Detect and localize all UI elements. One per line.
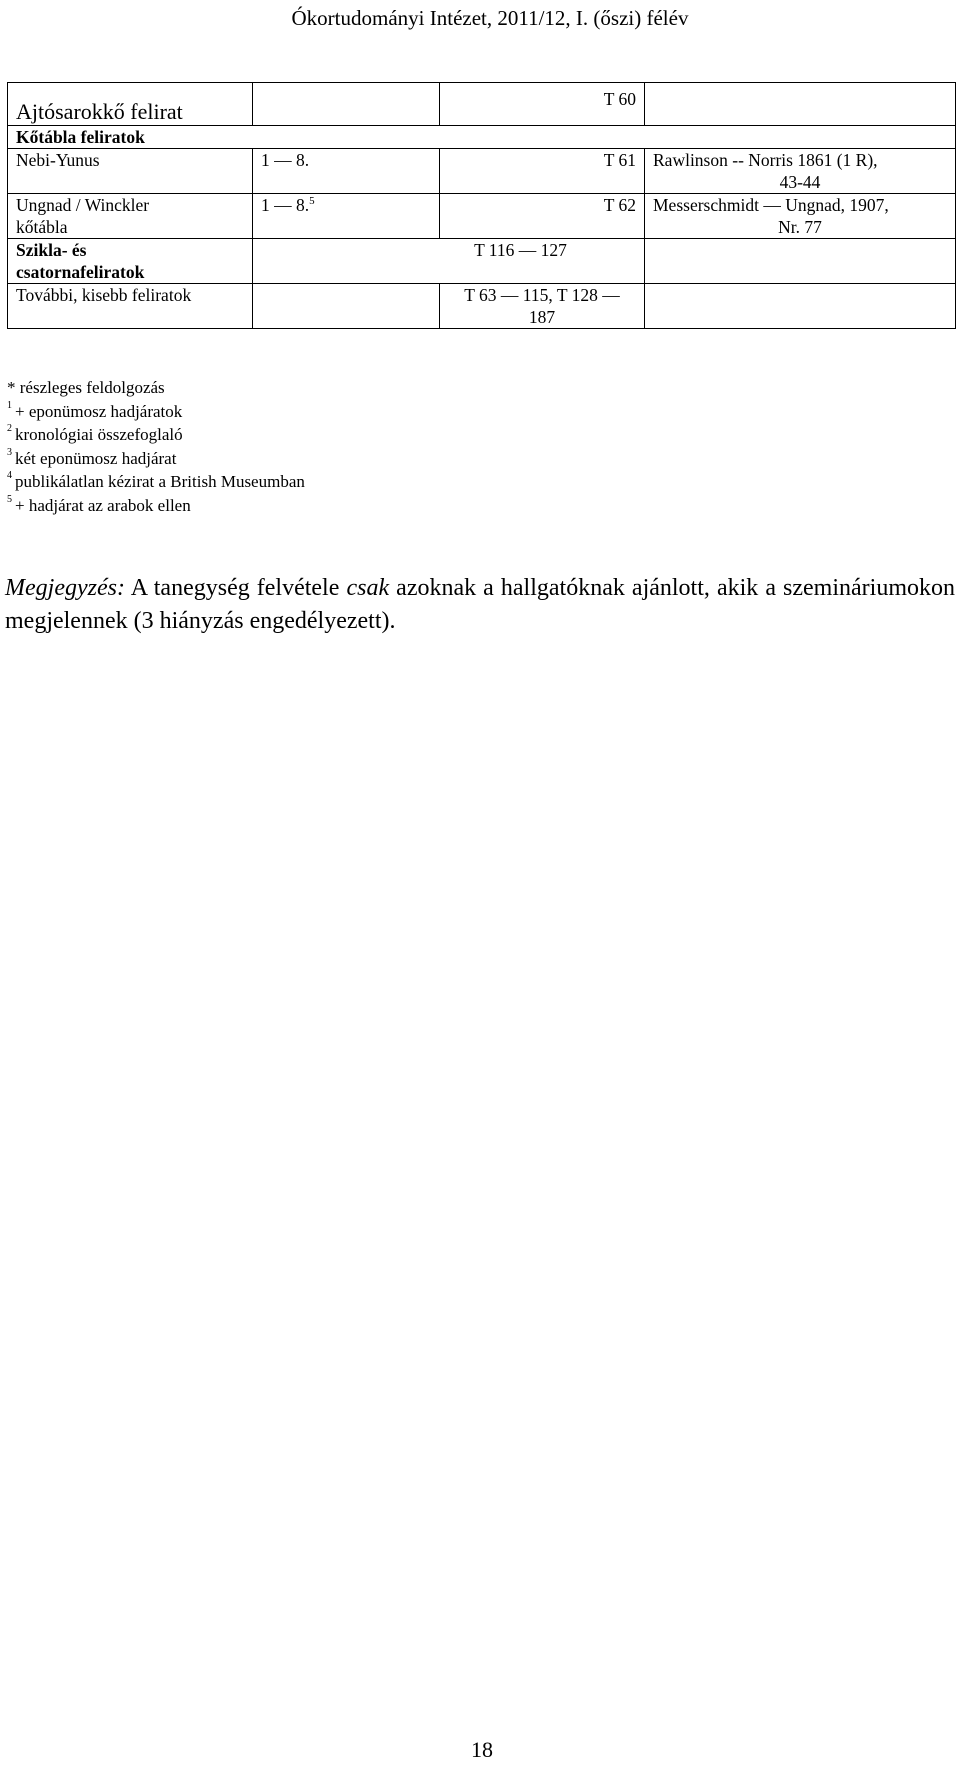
- table-cell: [645, 83, 956, 126]
- table-cell: 1 — 8.: [253, 149, 440, 194]
- table-cell: [253, 284, 440, 329]
- cell-line: Messerschmidt — Ungnad, 1907,: [653, 195, 889, 215]
- inscriptions-table: [7, 82, 956, 329]
- table-cell: További, kisebb feliratok: [8, 284, 253, 329]
- table-row: [8, 194, 956, 239]
- footnote-mark: 1: [7, 399, 12, 411]
- footnote: [7, 376, 305, 400]
- footnote-mark: 4: [7, 470, 12, 482]
- footnotes: [7, 376, 305, 517]
- table-cell: Kőtábla feliratok: [8, 126, 956, 149]
- page-header-title: Ókortudományi Intézet, 2011/12, I. (őszi) félév: [291, 6, 689, 30]
- table-cell: [645, 284, 956, 329]
- table-row: [8, 284, 956, 329]
- footnote-text: + eponümosz hadjáratok: [15, 401, 183, 421]
- page-number: [0, 1737, 960, 1763]
- footnote-text: kronológiai összefoglaló: [15, 425, 183, 444]
- cell-line: Szikla- és: [16, 240, 87, 260]
- page-number-text: 18: [471, 1737, 493, 1762]
- table-cell: [253, 83, 440, 126]
- table-cell: [8, 239, 253, 284]
- footnote: [7, 447, 305, 471]
- note-text: azoknak a hallgatóknak ajánlott, akik a szemináriumokon megjelennek (3 hiányzás engedélyezett).: [5, 575, 956, 634]
- table-cell: T 116 — 127: [253, 239, 645, 284]
- footnote-mark: 5: [7, 493, 12, 505]
- note-label: Megjegyzés:: [5, 575, 125, 601]
- table-cell: [645, 239, 956, 284]
- table-cell: T 61: [440, 149, 645, 194]
- footnote-text: részleges feldolgozás: [19, 378, 165, 397]
- table-row: [8, 126, 956, 149]
- footnote: [7, 470, 305, 494]
- table-row: [8, 83, 956, 126]
- footnote-text: publikálatlan kézirat a British Museumban: [15, 472, 305, 491]
- note-emphasis: csak: [346, 575, 390, 601]
- table-cell: Nebi-Yunus: [8, 149, 253, 194]
- cell-text: 1 — 8.: [261, 195, 310, 215]
- cell-line: Ungnad / Winckler: [16, 195, 150, 215]
- footnote-mark: *: [7, 378, 16, 397]
- table-row: [8, 149, 956, 194]
- table-cell: [8, 194, 253, 239]
- footnote-ref: 5: [309, 195, 315, 208]
- table-cell: T 62: [440, 194, 645, 239]
- footnote-text: + hadjárat az arabok ellen: [15, 495, 191, 515]
- footnote: [7, 423, 305, 447]
- cell-line: T 63 — 115, T 128 —: [464, 285, 620, 305]
- note-paragraph: [5, 572, 955, 638]
- cell-line: 187: [528, 307, 556, 327]
- page-header: [0, 6, 960, 30]
- footnote: [7, 400, 305, 424]
- table-cell: T 60: [440, 83, 645, 126]
- cell-line: Nr. 77: [778, 217, 822, 237]
- cell-line: Rawlinson -- Norris 1861 (1 R),: [653, 150, 878, 170]
- cell-line: kőtábla: [16, 217, 68, 237]
- cell-line: 43-44: [779, 172, 821, 192]
- footnote-mark: 3: [7, 446, 12, 458]
- table-cell: [645, 149, 956, 194]
- table-cell: Ajtósarokkő felirat: [8, 83, 253, 126]
- table-cell: [253, 194, 440, 239]
- footnote-text: két eponümosz hadjárat: [15, 448, 177, 468]
- table-cell: [645, 194, 956, 239]
- footnote: [7, 494, 305, 518]
- table-row: [8, 239, 956, 284]
- footnote-mark: 2: [7, 423, 12, 435]
- table-cell: [440, 284, 645, 329]
- cell-line: csatornafeliratok: [16, 262, 145, 282]
- note-text: A tanegység felvétele: [130, 575, 340, 601]
